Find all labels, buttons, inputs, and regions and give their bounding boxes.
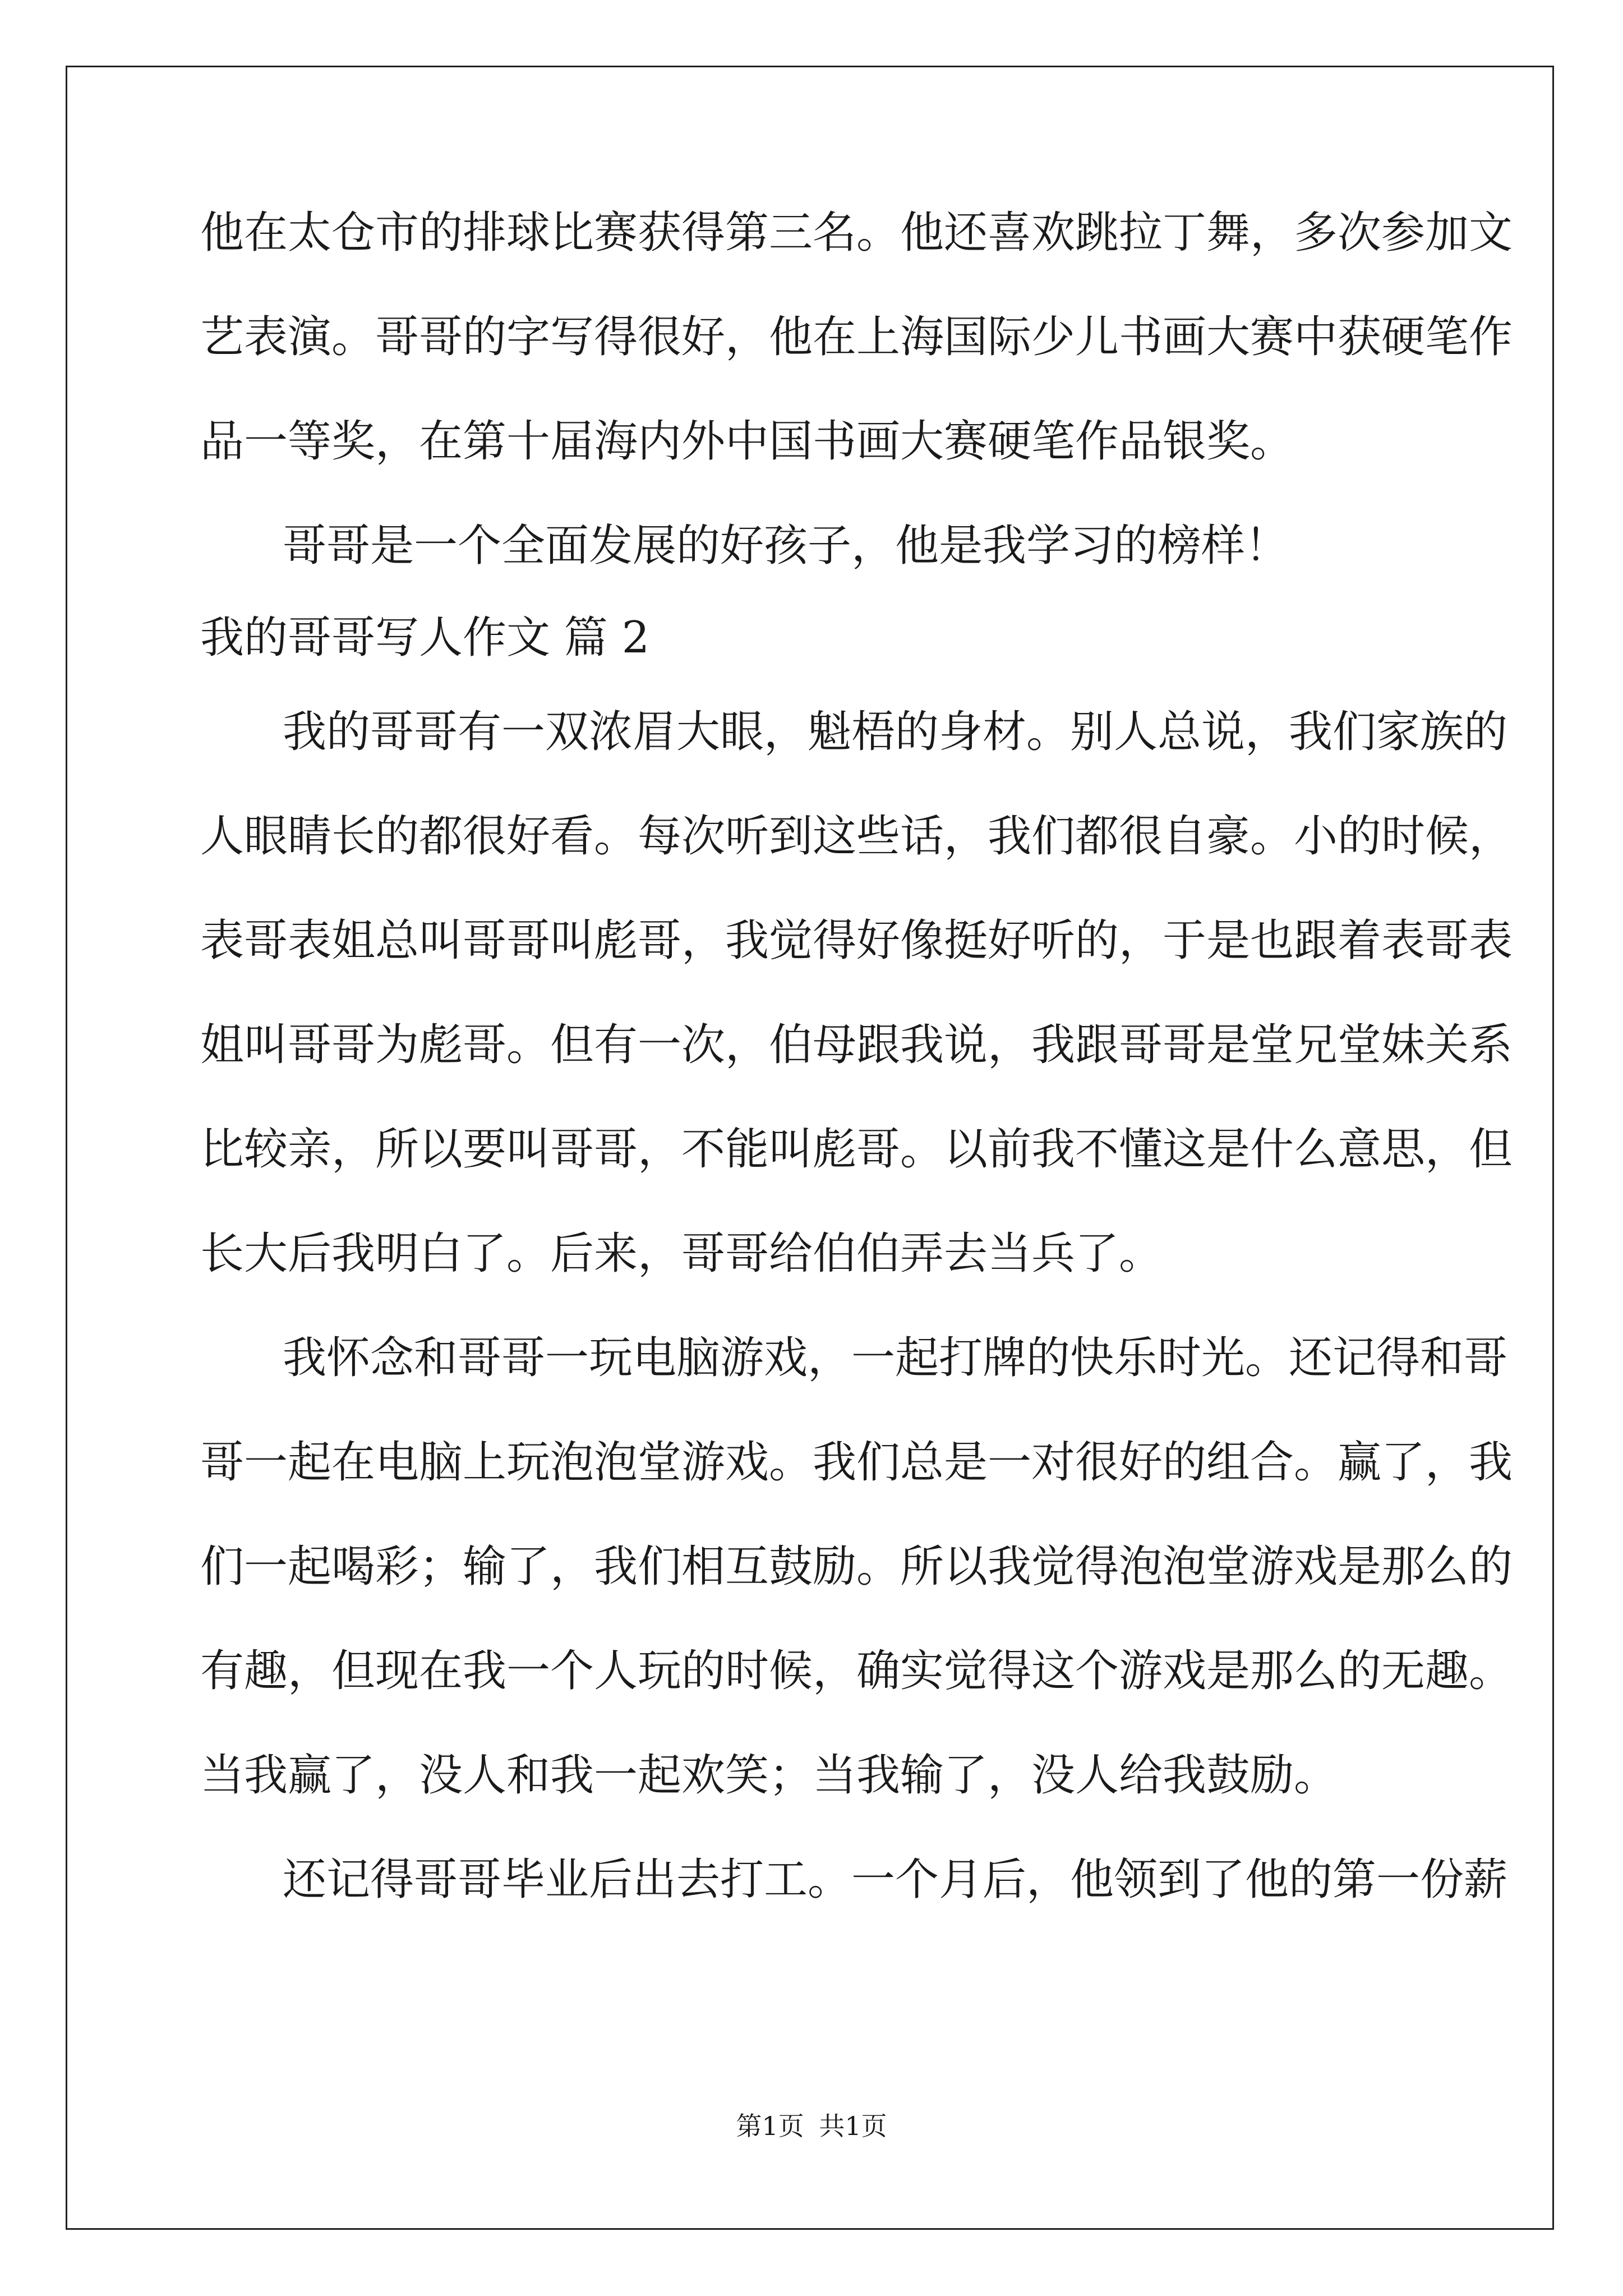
paragraph-line: 当我赢了，没人和我一起欢笑；当我输了，没人给我鼓励。: [200, 1750, 1338, 1801]
paragraph-line: 哥一起在电脑上玩泡泡堂游戏。我们总是一对很好的组合。赢了，我: [200, 1437, 1513, 1488]
paragraph-line: 还记得哥哥毕业后出去打工。一个月后，他领到了他的第一份薪: [283, 1855, 1508, 1905]
paragraph-line: 表哥表姐总叫哥哥叫彪哥，我觉得好像挺好听的，于是也跟着表哥表: [200, 915, 1513, 966]
page-number: 第1页: [736, 2111, 804, 2141]
paragraph-line: 们一起喝彩；输了，我们相互鼓励。所以我觉得泡泡堂游戏是那么的: [200, 1542, 1513, 1592]
paragraph-line: 我的哥哥有一双浓眉大眼，魁梧的身材。别人总说，我们家族的: [283, 707, 1508, 757]
page-footer: [0, 2110, 1623, 2142]
paragraph-line: 人眼睛长的都很好看。每次听到这些话，我们都很自豪。小的时候，: [200, 811, 1513, 862]
paragraph-line: 哥哥是一个全面发展的好孩子，他是我学习的榜样！: [283, 521, 1289, 571]
paragraph-line: 姐叫哥哥为彪哥。但有一次，伯母跟我说，我跟哥哥是堂兄堂妹关系: [200, 1020, 1513, 1070]
paragraph-line: 他在太仓市的排球比赛获得第三名。他还喜欢跳拉丁舞，多次参加文: [200, 208, 1513, 258]
paragraph-line: 品一等奖，在第十届海内外中国书画大赛硬笔作品银奖。: [200, 416, 1294, 467]
paragraph-line: 艺表演。哥哥的字写得很好，他在上海国际少儿书画大赛中获硬笔作: [200, 312, 1513, 362]
paragraph-line: 长大后我明白了。后来，哥哥给伯伯弄去当兵了。: [200, 1228, 1163, 1279]
paragraph-line: 比较亲，所以要叫哥哥，不能叫彪哥。以前我不懂这是什么意思，但: [200, 1124, 1513, 1175]
page-total: 共1页: [819, 2111, 887, 2141]
section-title: 我的哥哥写人作文 篇 2: [200, 613, 650, 663]
paragraph-line: 有趣，但现在我一个人玩的时候，确实觉得这个游戏是那么的无趣。: [200, 1646, 1513, 1696]
paragraph-line: 我怀念和哥哥一玩电脑游戏，一起打牌的快乐时光。还记得和哥: [283, 1333, 1508, 1383]
